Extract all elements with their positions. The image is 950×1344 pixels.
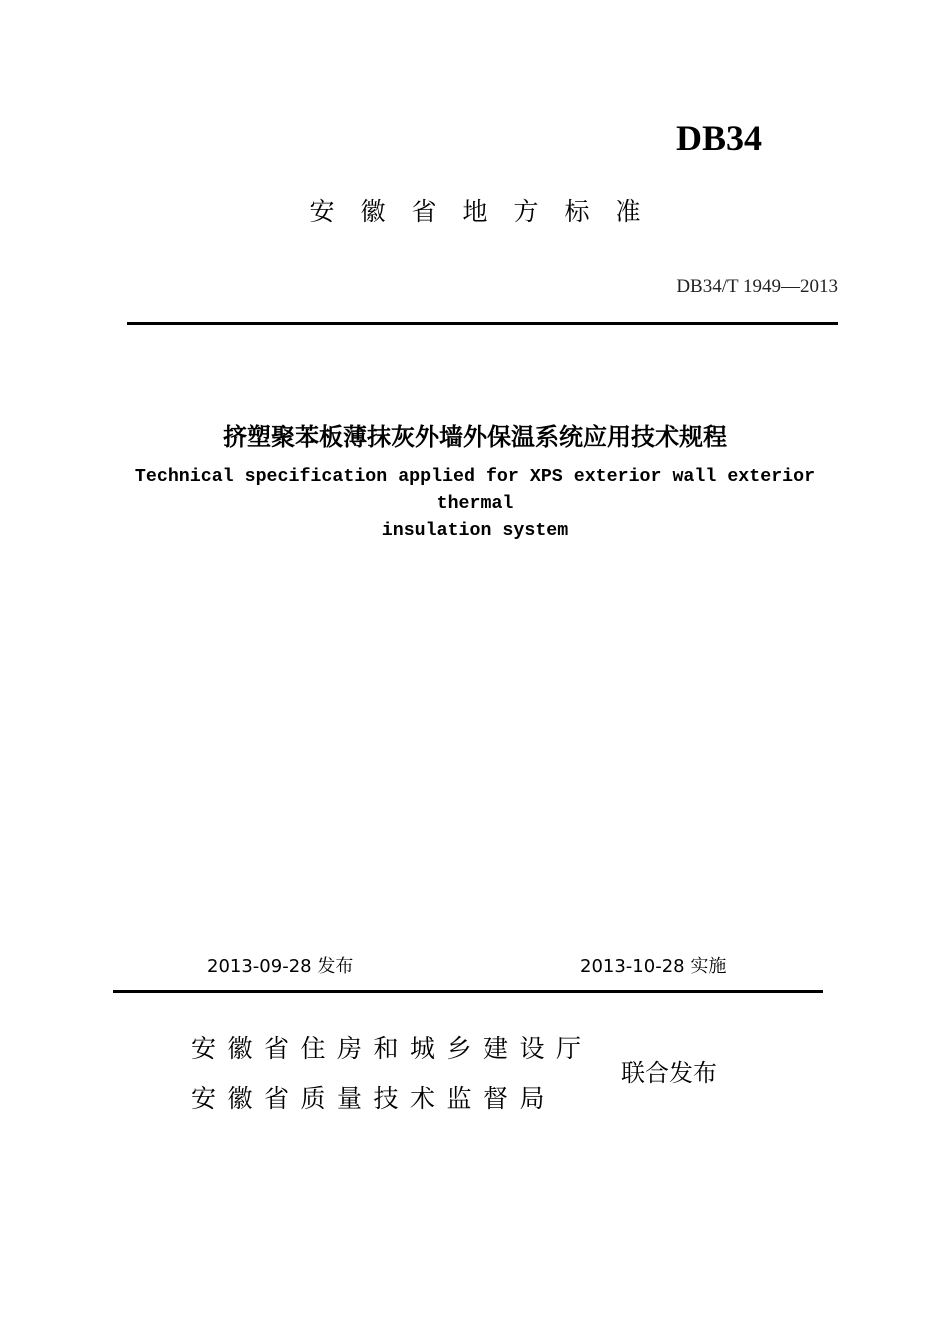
publisher-quality-bureau: 安徽省质量技术监督局: [191, 1084, 557, 1113]
standard-type-heading: 安徽省地方标准: [309, 197, 667, 226]
standard-code: DB34: [676, 118, 763, 158]
effective-date: 2013-10-28 实施: [580, 956, 727, 977]
publisher-housing-department: 安徽省住房和城乡建设厅: [191, 1034, 593, 1063]
top-divider: [127, 322, 838, 325]
title-chinese: 挤塑聚苯板薄抹灰外墙外保温系统应用技术规程: [223, 423, 727, 451]
title-english-line-2: insulation system: [381, 521, 569, 541]
bottom-divider: [113, 990, 823, 993]
title-english-line-1: Technical specification applied for XPS exterior wall exterior thermal: [134, 467, 816, 514]
joint-publication-label: 联合发布: [621, 1059, 717, 1087]
standard-number: DB34/T 1949—2013: [676, 276, 838, 297]
issue-date: 2013-09-28 发布: [207, 956, 354, 977]
title-english: [100, 464, 850, 545]
